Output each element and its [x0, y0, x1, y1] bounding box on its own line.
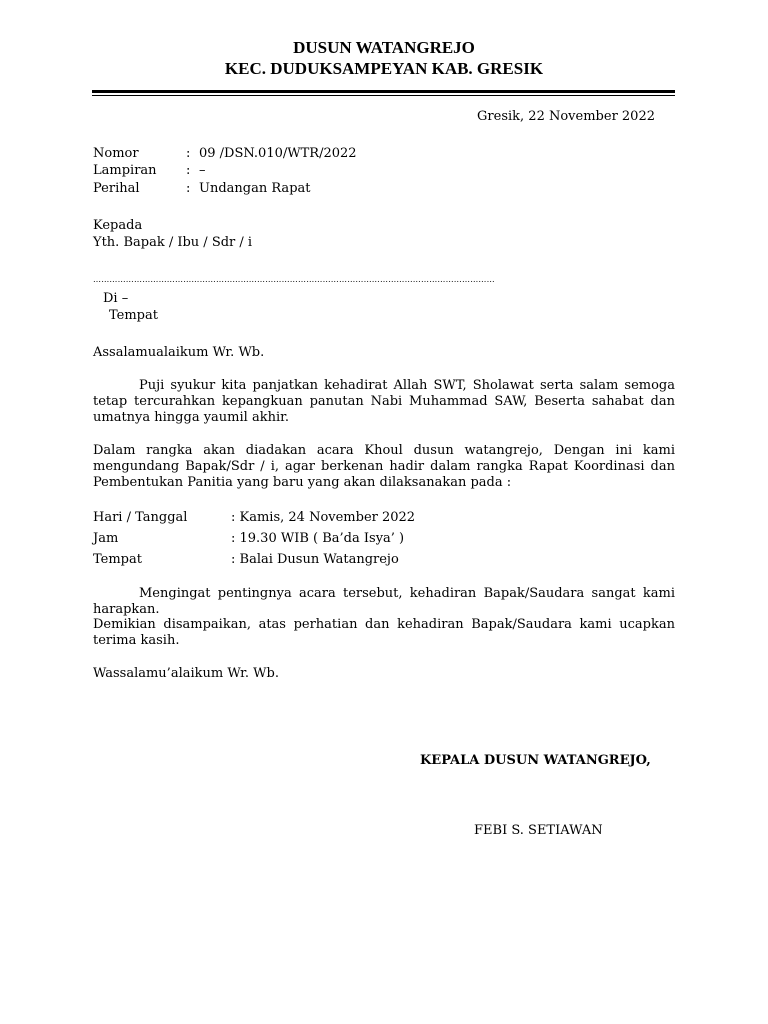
- paragraph-importance: Mengingat pentingnya acara tersebut, kehadiran Bapak/Saudara sangat kami harapkan.: [93, 586, 675, 617]
- event-day-value: : Kamis, 24 November 2022: [231, 510, 416, 525]
- paragraph-invitation: Dalam rangka akan diadakan acara Khoul dusun watangrejo, Dengan ini kami mengundang Bapak/Sdr / i, agar berkenan hadir dalam rangka Rapat Koordinasi dan Pembentukan Panitia yang baru yang akan dilaksanakan pada :: [93, 443, 675, 490]
- event-time-label: Jam: [93, 531, 119, 546]
- letterhead-district: KEC. DUDUKSAMPEYAN KAB. GRESIK: [224, 59, 544, 78]
- paragraph-closing-thanks: Demikian disampaikan, atas perhatian dan kehadiran Bapak/Saudara kami ucapkan terima kasih.: [93, 617, 675, 648]
- recipient-kepada: Kepada: [93, 218, 143, 233]
- perihal-label: Perihal: [93, 181, 140, 196]
- nomor-colon: :: [186, 146, 191, 161]
- opening-salutation: Assalamualaikum Wr. Wb.: [93, 345, 265, 360]
- perihal-value: Undangan Rapat: [199, 181, 311, 196]
- recipient-di: Di –: [103, 291, 129, 306]
- letter-date: Gresik, 22 November 2022: [477, 109, 655, 124]
- lampiran-colon: :: [186, 163, 191, 178]
- event-time-value: : 19.30 WIB ( Ba’da Isya’ ): [231, 531, 405, 546]
- paragraph-opening: Puji syukur kita panjatkan kehadirat Allah SWT, Sholawat serta salam semoga tetap tercurahkan kepangkuan panutan Nabi Muhammad SAW, Beserta sahabat dan umatnya hingga yaumil akhir.: [93, 378, 675, 425]
- lampiran-label: Lampiran: [93, 163, 157, 178]
- recipient-dots: …………………………………………………………………………………………………………………………………: [93, 275, 495, 284]
- event-day-label: Hari / Tanggal: [93, 510, 188, 525]
- lampiran-value: –: [199, 163, 206, 178]
- nomor-label: Nomor: [93, 146, 139, 161]
- signature-name: FEBI S. SETIAWAN: [474, 823, 603, 838]
- nomor-value: 09 /DSN.010/WTR/2022: [199, 146, 357, 161]
- event-place-value: : Balai Dusun Watangrejo: [231, 552, 399, 567]
- signature-title: KEPALA DUSUN WATANGREJO,: [420, 753, 651, 768]
- event-place-label: Tempat: [93, 552, 142, 567]
- letterhead-thick-rule: [92, 90, 675, 93]
- recipient-tempat: Tempat: [109, 308, 158, 323]
- perihal-colon: :: [186, 181, 191, 196]
- letterhead-thin-rule: [92, 95, 675, 96]
- closing-salutation: Wassalamu’alaikum Wr. Wb.: [93, 666, 279, 681]
- letterhead-village: DUSUN WATANGREJO: [293, 38, 475, 57]
- recipient-yth: Yth. Bapak / Ibu / Sdr / i: [93, 235, 253, 250]
